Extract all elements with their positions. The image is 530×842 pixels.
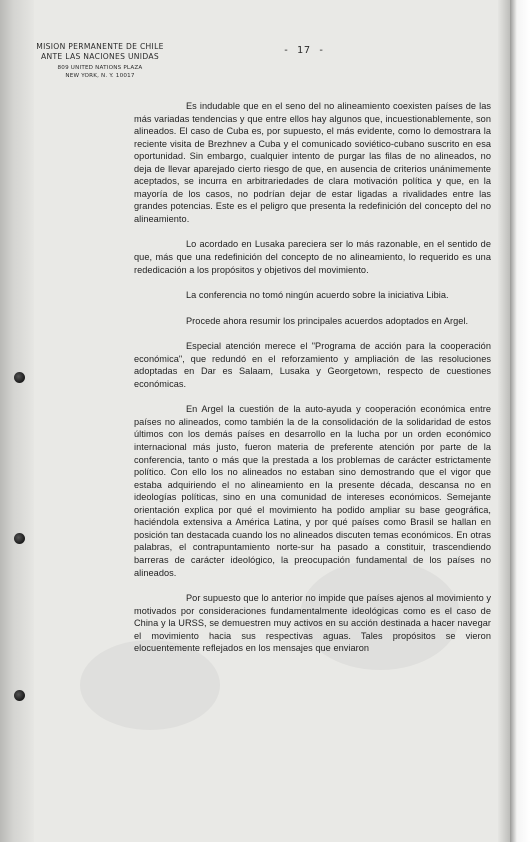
paragraph: Lo acordado en Lusaka pareciera ser lo más razonable, en el sentido de que, más que una redefinición del concepto de no alineamiento, lo requerido es una rededicación a los propósitos y objetivos del movimiento. — [134, 239, 491, 275]
paragraph: Por supuesto que lo anterior no impide que países ajenos al movimiento y motivados por consideraciones fundamentalmente ideológicas como es el caso de China y la URSS, se demuestren muy activos en su acción destinada a hacer navegar el movimiento hacia sus respectivas aguas. Tales propósitos se vieron elocuentemente reflejados en los mensajes que enviaron — [134, 593, 491, 654]
paragraph: La conferencia no tomó ningún acuerdo sobre la iniciativa Libia. — [186, 290, 449, 301]
letterhead-un: ANTE LAS NACIONES UNIDAS — [41, 52, 159, 61]
paragraph: Procede ahora resumir los principales acuerdos adoptados en Argel. — [186, 315, 469, 326]
page-number: - 17 - — [283, 45, 326, 56]
letterhead-mission: MISION PERMANENTE DE CHILE — [36, 42, 164, 51]
punch-hole — [14, 690, 25, 701]
letterhead — [34, 42, 166, 80]
document-body — [134, 100, 491, 655]
paragraph: Especial atención merece el "Programa de acción para la cooperación económica", que redundó en el reforzamiento y ampliación de las resoluciones adoptadas en Dar es Salaam, Lusaka y Georgetown, respecto de cuestiones económicas. — [134, 341, 491, 389]
paragraph: En Argel la cuestión de la auto-ayuda y cooperación económica entre países no alineados, como también la de la consolidación de la solidaridad de estos últimos con los demás países en desarrollo en la lucha por un orden económico internacional más justo, fueron materia de preferente atención por parte de la conferencia, tanto o más que la prestada a los problemas de carácter estrictamente político. Con ello los no alineados no estaban sino demostrando que el vigor que estaba adquiriendo el no alineamiento en la presente década, descansa no en ideologías políticas, sino en una comunidad de intereses económicos. Semejante orientación explica por qué el movimiento ha podido ampliar su base geográfica, haciéndola extensiva a América Latina, y por qué países como Brasil se hallan en posición tan destacada cuando los no alineados discuten temas económicos. En otras palabras, el contrapuntamiento norte-sur ha pasado a constituir, trascendiendo barreras de carácter ideológico, la preocupación fundamental de los países no alineados. — [134, 404, 491, 578]
punch-hole — [14, 533, 25, 544]
paragraph: Es indudable que en el seno del no alineamiento coexisten países de las más variadas tendencias y que entre ellos hay algunos que, incuestionablemente, son alineados. El caso de Cuba es, por supuesto, el más evidente, como lo demostrara la reciente visita de Brezhnev a Cuba y el comunicado soviético-cubano suscrito en esa oportunidad. Sin embargo, cualquier intento de purgar las filas de no alineados, no deja de llevar aparejado cierto riesgo de que, en ausencia de criterios unánimemente aceptados, se incurra en arbitrariedades de clara motivación política y que, en la mayoría de los casos, no podrían dejar de estar ligadas a rivalidades entre las grandes potencias. Este es el peligro que presenta la redefinición del concepto del no alineamiento. — [134, 101, 491, 224]
punch-hole — [14, 372, 25, 383]
letterhead-city: NEW YORK, N. Y. 10017 — [65, 73, 135, 79]
scan-edge — [510, 0, 530, 842]
letterhead-address: 809 UNITED NATIONS PLAZA — [57, 65, 143, 71]
